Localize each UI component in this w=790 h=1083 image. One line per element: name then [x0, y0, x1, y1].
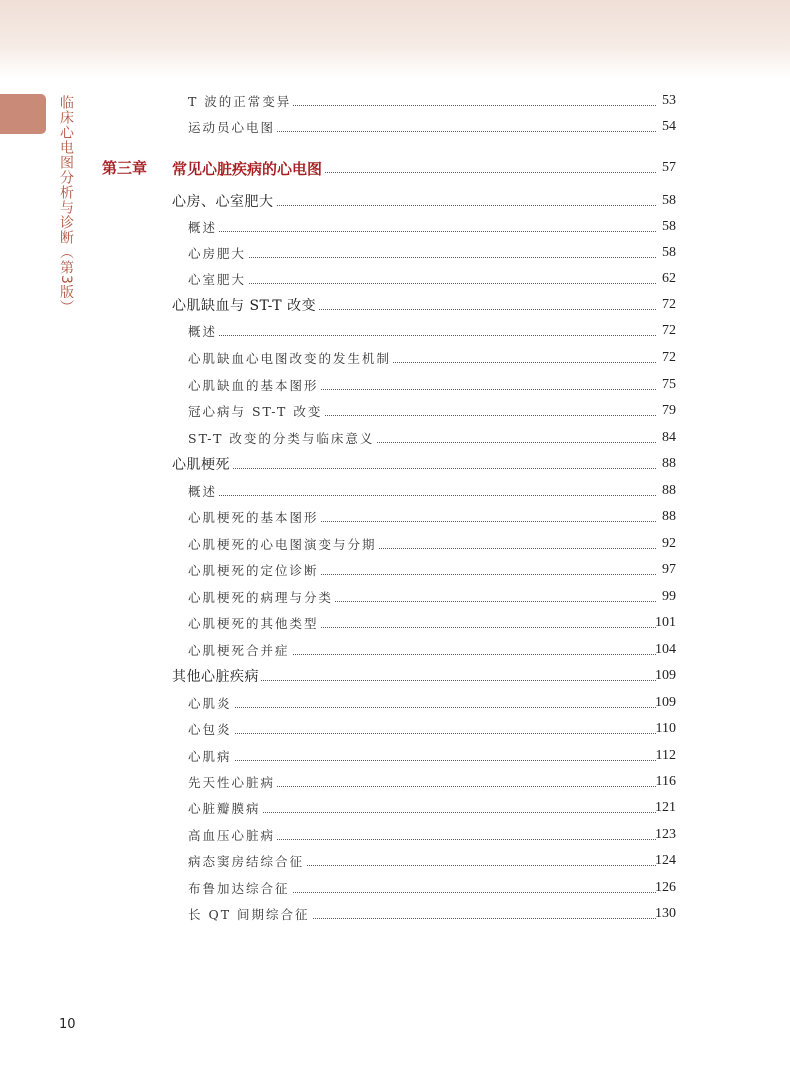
toc-entry-title: 心肌缺血与 ST-T 改变 [172, 295, 318, 315]
toc-entry-title: 心肌梗死的定位诊断 [188, 563, 319, 578]
toc-subsection-entry[interactable] [0, 716, 790, 742]
toc-subsection-entry[interactable] [0, 478, 790, 504]
toc-entry-title: 心肌梗死的心电图演变与分期 [188, 537, 377, 552]
toc-entry-page: 75 [662, 377, 676, 392]
toc-entry-title: 其他心脏疾病 [172, 666, 261, 686]
toc-entry-title: 心肌炎 [188, 696, 232, 711]
toc-subsection-entry[interactable] [0, 557, 790, 583]
toc-entry-page: 110 [655, 721, 676, 736]
toc-leader-dots [188, 495, 656, 496]
toc-entry-title: 冠心病与 ST-T 改变 [188, 404, 323, 419]
toc-entry-title: 心房、心室肥大 [172, 191, 276, 211]
toc-entry-title: 心肌缺血心电图改变的发生机制 [188, 351, 392, 366]
toc-entry-title: 心脏瓣膜病 [188, 801, 261, 816]
toc-entry-page: 79 [662, 403, 676, 418]
toc-entry-page: 62 [662, 271, 676, 286]
toc-subsection-entry[interactable] [0, 769, 790, 795]
toc-chapter-number: 第三章 [102, 159, 148, 177]
toc-entry-page: 92 [662, 536, 676, 551]
toc-entry-page: 109 [655, 668, 676, 683]
toc-section-entry[interactable] [0, 292, 790, 318]
toc-leader-dots [188, 257, 656, 258]
toc-entry-title: 心肌病 [188, 749, 232, 764]
toc-entry-page: 58 [662, 245, 676, 260]
toc-entry-page: 58 [662, 193, 676, 208]
toc-entry-title: 概述 [188, 484, 218, 499]
toc-subsection-entry[interactable] [0, 743, 790, 769]
toc-subsection-entry[interactable] [0, 795, 790, 821]
toc-leader-dots [188, 733, 656, 734]
toc-subsection-entry[interactable] [0, 240, 790, 266]
toc-entry-title: 概述 [188, 220, 218, 235]
toc-entry-page: 57 [662, 160, 676, 175]
toc-entry-page: 104 [655, 642, 676, 657]
toc-subsection-entry[interactable] [0, 690, 790, 716]
toc-subsection-entry[interactable] [0, 637, 790, 663]
toc-entry-title: 心肌缺血的基本图形 [188, 378, 319, 393]
toc-entry-page: 116 [655, 774, 676, 789]
toc-entry-page: 99 [662, 589, 676, 604]
toc-leader-dots [188, 760, 656, 761]
toc-entry-page: 97 [662, 562, 676, 577]
toc-entry-page: 88 [662, 509, 676, 524]
toc-entry-title: 心房肥大 [188, 246, 247, 261]
toc-section-entry[interactable] [0, 188, 790, 214]
toc-entry-title: 心肌梗死的病理与分类 [188, 590, 334, 605]
sidebar-book-title: 临床心电图分析与诊断（第3版） [58, 95, 74, 315]
toc-entry-title: 心肌梗死 [172, 454, 232, 474]
toc-entry-title: 心肌梗死的其他类型 [188, 616, 319, 631]
toc-entry-page: 84 [662, 430, 676, 445]
header-band [0, 0, 790, 78]
toc-subsection-entry[interactable] [0, 875, 790, 901]
toc-subsection-entry[interactable] [0, 88, 790, 114]
toc-subsection-entry[interactable] [0, 214, 790, 240]
toc-subsection-entry[interactable] [0, 345, 790, 371]
toc-subsection-entry[interactable] [0, 504, 790, 530]
toc-entry-page: 126 [655, 880, 676, 895]
toc-section-entry[interactable] [0, 451, 790, 477]
toc-entry-page: 130 [655, 906, 676, 921]
toc-subsection-entry[interactable] [0, 848, 790, 874]
toc-subsection-entry[interactable] [0, 610, 790, 636]
toc-subsection-entry[interactable] [0, 318, 790, 344]
toc-entry-page: 123 [655, 827, 676, 842]
toc-entry-page: 112 [655, 748, 676, 763]
toc-chapter-entry[interactable] [0, 155, 790, 181]
toc-entry-title: 运动员心电图 [188, 120, 276, 135]
toc-entry-page: 72 [662, 297, 676, 312]
toc-entry-title: 长 QT 间期综合征 [188, 907, 310, 922]
toc-entry-title: 心室肥大 [188, 272, 247, 287]
toc-entry-page: 101 [655, 615, 676, 630]
toc-entry-title: 常见心脏疾病的心电图 [172, 159, 323, 178]
toc-entry-title: 心包炎 [188, 722, 232, 737]
toc-subsection-entry[interactable] [0, 584, 790, 610]
toc-subsection-entry[interactable] [0, 398, 790, 424]
toc-entry-title: 心肌梗死的基本图形 [188, 510, 319, 525]
toc-entry-page: 121 [655, 800, 676, 815]
toc-subsection-entry[interactable] [0, 114, 790, 140]
toc-entry-page: 124 [655, 853, 676, 868]
toc-entry-page: 109 [655, 695, 676, 710]
toc-entry-page: 53 [662, 93, 676, 108]
toc-entry-page: 72 [662, 323, 676, 338]
toc-entry-title: ST-T 改变的分类与临床意义 [188, 431, 375, 446]
toc-entry-page: 58 [662, 219, 676, 234]
toc-leader-dots [188, 231, 656, 232]
page-number: 10 [59, 1017, 76, 1032]
toc-entry-title: 布鲁加达综合征 [188, 881, 290, 896]
toc-subsection-entry[interactable] [0, 266, 790, 292]
toc-subsection-entry[interactable] [0, 822, 790, 848]
toc-subsection-entry[interactable] [0, 425, 790, 451]
toc-leader-dots [172, 468, 656, 469]
toc-entry-title: 心肌梗死合并症 [188, 643, 290, 658]
toc-leader-dots [188, 283, 656, 284]
toc-subsection-entry[interactable] [0, 901, 790, 927]
toc-entry-page: 72 [662, 350, 676, 365]
toc-entry-title: T 波的正常变异 [188, 94, 292, 109]
toc-subsection-entry[interactable] [0, 531, 790, 557]
toc-entry-title: 概述 [188, 324, 218, 339]
toc-entry-page: 88 [662, 456, 676, 471]
toc-entry-page: 88 [662, 483, 676, 498]
toc-entry-title: 先天性心脏病 [188, 775, 276, 790]
toc-entry-title: 高血压心脏病 [188, 828, 276, 843]
toc-leader-dots [188, 335, 656, 336]
toc-entry-page: 54 [662, 119, 676, 134]
toc-subsection-entry[interactable] [0, 372, 790, 398]
toc-leader-dots [188, 707, 656, 708]
toc-entry-title: 病态窦房结综合征 [188, 854, 305, 869]
toc-section-entry[interactable] [0, 663, 790, 689]
